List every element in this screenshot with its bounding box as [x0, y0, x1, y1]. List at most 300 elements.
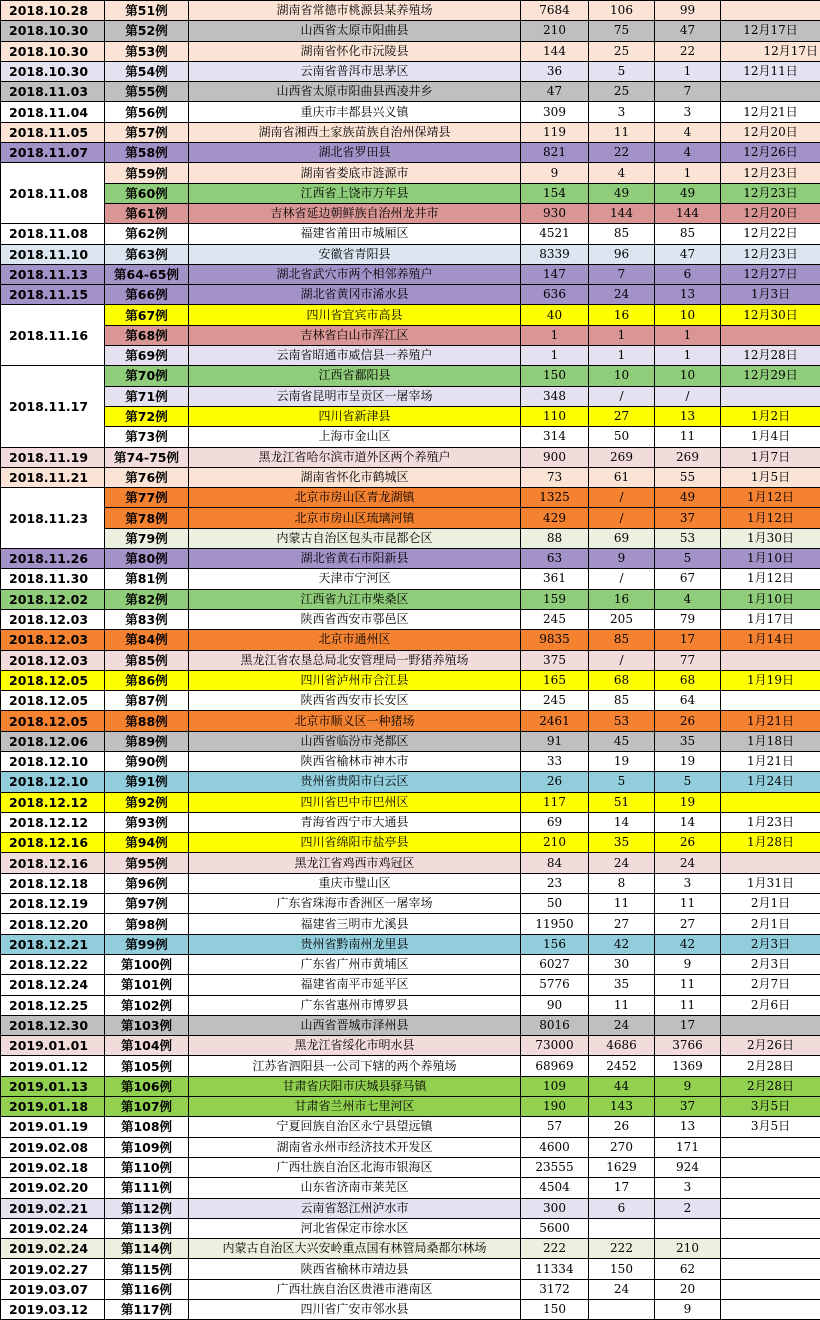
dead-cell: 26 [655, 833, 721, 853]
date-cell: 2018.12.22 [1, 954, 105, 974]
count-cell: 7684 [521, 1, 589, 21]
dead-cell: 1 [655, 61, 721, 81]
date-cell: 2018.12.30 [1, 1015, 105, 1035]
dead-cell: 3 [655, 1178, 721, 1198]
count-cell: 88 [521, 528, 589, 548]
dead-cell: 1 [655, 163, 721, 183]
infected-cell: 205 [589, 609, 655, 629]
date-cell: 2019.02.08 [1, 1137, 105, 1157]
case-number-cell: 第76例 [105, 467, 189, 487]
date-cell: 2018.12.24 [1, 975, 105, 995]
date-cell: 2019.02.24 [1, 1218, 105, 1238]
lift-date-cell: 1月24日 [721, 772, 820, 792]
count-cell: 69 [521, 812, 589, 832]
count-cell: 1 [521, 325, 589, 345]
lift-date-cell: 1月3日 [721, 285, 820, 305]
count-cell: 68969 [521, 1056, 589, 1076]
infected-cell: 44 [589, 1076, 655, 1096]
location-cell: 山西省临汾市尧都区 [189, 731, 521, 751]
table-row [1, 21, 820, 41]
lift-date-cell: 12月11日 [721, 61, 820, 81]
count-cell: 309 [521, 102, 589, 122]
table-row [1, 82, 820, 102]
case-number-cell: 第64-65例 [105, 264, 189, 284]
date-cell: 2019.02.21 [1, 1198, 105, 1218]
case-number-cell: 第66例 [105, 285, 189, 305]
dead-cell: 11 [655, 427, 721, 447]
case-number-cell: 第71例 [105, 386, 189, 406]
infected-cell: 5 [589, 61, 655, 81]
count-cell: 33 [521, 751, 589, 771]
infected-cell: 4 [589, 163, 655, 183]
case-number-cell: 第92例 [105, 792, 189, 812]
case-number-cell: 第85例 [105, 650, 189, 670]
count-cell: 429 [521, 508, 589, 528]
location-cell: 湖南省娄底市涟源市 [189, 163, 521, 183]
date-cell: 2018.11.08 [1, 224, 105, 244]
dead-cell: 19 [655, 792, 721, 812]
table-row [1, 650, 820, 670]
location-cell: 吉林省延边朝鲜族自治州龙井市 [189, 203, 521, 223]
location-cell: 湖北省罗田县 [189, 143, 521, 163]
case-number-cell: 第107例 [105, 1097, 189, 1117]
case-number-cell: 第54例 [105, 61, 189, 81]
table-row [1, 1178, 820, 1198]
location-cell: 贵州省黔南州龙里县 [189, 934, 521, 954]
dead-cell: 2 [655, 1198, 721, 1218]
case-number-cell: 第109例 [105, 1137, 189, 1157]
infected-cell: 75 [589, 21, 655, 41]
infected-cell: 22 [589, 143, 655, 163]
table-row [1, 751, 820, 771]
lift-date-cell: 2月1日 [721, 914, 820, 934]
date-cell: 2018.12.12 [1, 812, 105, 832]
table-row [1, 427, 820, 447]
lift-date-cell: 2月3日 [721, 934, 820, 954]
case-number-cell: 第82例 [105, 589, 189, 609]
dead-cell: 68 [655, 670, 721, 690]
count-cell: 2461 [521, 711, 589, 731]
date-cell: 2018.12.19 [1, 894, 105, 914]
table-row [1, 792, 820, 812]
lift-date-cell [721, 1178, 820, 1198]
location-cell: 北京市通州区 [189, 630, 521, 650]
location-cell: 甘肃省兰州市七里河区 [189, 1097, 521, 1117]
lift-date-cell [721, 792, 820, 812]
lift-date-cell [721, 1198, 820, 1218]
infected-cell: 24 [589, 1015, 655, 1035]
table-row [1, 1097, 820, 1117]
location-cell: 四川省泸州市合江县 [189, 670, 521, 690]
case-number-cell: 第110例 [105, 1157, 189, 1177]
case-number-cell: 第53例 [105, 41, 189, 61]
lift-date-cell [721, 853, 820, 873]
date-cell: 2018.11.21 [1, 467, 105, 487]
count-cell: 5600 [521, 1218, 589, 1238]
location-cell: 青海省西宁市大通县 [189, 812, 521, 832]
case-number-cell: 第73例 [105, 427, 189, 447]
dead-cell: 1369 [655, 1056, 721, 1076]
count-cell: 110 [521, 406, 589, 426]
location-cell: 广西壮族自治区贵港市港南区 [189, 1279, 521, 1299]
count-cell: 900 [521, 447, 589, 467]
dead-cell: 5 [655, 772, 721, 792]
case-number-cell: 第80例 [105, 549, 189, 569]
dead-cell: 210 [655, 1239, 721, 1259]
dead-cell: 6 [655, 264, 721, 284]
table-row [1, 569, 820, 589]
count-cell: 156 [521, 934, 589, 954]
infected-cell: 14 [589, 812, 655, 832]
lift-date-cell: 3月5日 [721, 1117, 820, 1137]
table-row [1, 366, 820, 386]
lift-date-cell [721, 325, 820, 345]
date-cell: 2018.12.21 [1, 934, 105, 954]
date-cell: 2018.12.20 [1, 914, 105, 934]
date-cell: 2018.12.18 [1, 873, 105, 893]
location-cell: 陕西省西安市长安区 [189, 691, 521, 711]
table-row [1, 203, 820, 223]
count-cell: 314 [521, 427, 589, 447]
location-cell: 湖南省常德市桃源县某养殖场 [189, 1, 521, 21]
case-number-cell: 第84例 [105, 630, 189, 650]
location-cell: 山西省太原市阳曲县 [189, 21, 521, 41]
table-row [1, 122, 820, 142]
dead-cell: 13 [655, 285, 721, 305]
case-number-cell: 第51例 [105, 1, 189, 21]
dead-cell: 3766 [655, 1036, 721, 1056]
count-cell: 57 [521, 1117, 589, 1137]
lift-date-cell: 1月31日 [721, 873, 820, 893]
date-cell: 2019.02.24 [1, 1239, 105, 1259]
dead-cell: 55 [655, 467, 721, 487]
lift-date-cell: 1月30日 [721, 528, 820, 548]
infected-cell: 85 [589, 691, 655, 711]
case-number-cell: 第52例 [105, 21, 189, 41]
date-cell: 2018.11.13 [1, 264, 105, 284]
location-cell: 山西省晋城市泽州县 [189, 1015, 521, 1035]
count-cell: 119 [521, 122, 589, 142]
lift-date-cell: 1月21日 [721, 751, 820, 771]
location-cell: 贵州省贵阳市白云区 [189, 772, 521, 792]
dead-cell: / [655, 386, 721, 406]
location-cell: 江西省九江市柴桑区 [189, 589, 521, 609]
location-cell: 江西省上饶市万年县 [189, 183, 521, 203]
table-row [1, 1015, 820, 1035]
case-number-cell: 第113例 [105, 1218, 189, 1238]
lift-date-cell: 12月17日 [721, 21, 820, 41]
lift-date-cell: 1月2日 [721, 406, 820, 426]
count-cell: 73 [521, 467, 589, 487]
table-row [1, 731, 820, 751]
dead-cell: 79 [655, 609, 721, 629]
dead-cell: 24 [655, 853, 721, 873]
date-cell: 2018.12.06 [1, 731, 105, 751]
table-row [1, 630, 820, 650]
lift-date-cell: 2月6日 [721, 995, 820, 1015]
count-cell: 361 [521, 569, 589, 589]
lift-date-cell: 1月12日 [721, 569, 820, 589]
lift-date-cell: 2月28日 [721, 1056, 820, 1076]
lift-date-cell: 1月12日 [721, 508, 820, 528]
location-cell: 内蒙古自治区包头市昆都仑区 [189, 528, 521, 548]
location-cell: 黑龙江省农垦总局北安管理局一野猪养殖场 [189, 650, 521, 670]
count-cell: 154 [521, 183, 589, 203]
date-cell: 2018.12.10 [1, 772, 105, 792]
lift-date-cell [721, 1, 820, 21]
count-cell: 348 [521, 386, 589, 406]
case-number-cell: 第59例 [105, 163, 189, 183]
lift-date-cell: 1月19日 [721, 670, 820, 690]
lift-date-cell [721, 1137, 820, 1157]
location-cell: 内蒙古自治区大兴安岭重点国有林管局桑都尔林场 [189, 1239, 521, 1259]
count-cell: 117 [521, 792, 589, 812]
dead-cell: 924 [655, 1157, 721, 1177]
case-number-cell: 第87例 [105, 691, 189, 711]
table-row [1, 995, 820, 1015]
dead-cell: 22 [655, 41, 721, 61]
dead-cell: 1 [655, 346, 721, 366]
infected-cell: 85 [589, 224, 655, 244]
case-number-cell: 第68例 [105, 325, 189, 345]
infected-cell: 1 [589, 325, 655, 345]
count-cell: 821 [521, 143, 589, 163]
infected-cell: 4686 [589, 1036, 655, 1056]
infected-cell: 144 [589, 203, 655, 223]
date-cell: 2018.11.30 [1, 569, 105, 589]
lift-date-cell [721, 1015, 820, 1035]
case-number-cell: 第58例 [105, 143, 189, 163]
case-number-cell: 第105例 [105, 1056, 189, 1076]
count-cell: 150 [521, 1300, 589, 1320]
dead-cell: 17 [655, 1015, 721, 1035]
infected-cell: 45 [589, 731, 655, 751]
dead-cell: 11 [655, 975, 721, 995]
location-cell: 云南省昆明市呈贡区一屠宰场 [189, 386, 521, 406]
date-cell: 2018.11.16 [1, 305, 105, 366]
lift-date-cell: 12月27日 [721, 264, 820, 284]
case-number-cell: 第86例 [105, 670, 189, 690]
lift-date-cell: 1月12日 [721, 488, 820, 508]
location-cell: 湖南省怀化市鹤城区 [189, 467, 521, 487]
count-cell: 375 [521, 650, 589, 670]
dead-cell: 37 [655, 1097, 721, 1117]
dead-cell: 85 [655, 224, 721, 244]
location-cell: 四川省广安市邻水县 [189, 1300, 521, 1320]
dead-cell [655, 1218, 721, 1238]
date-cell: 2019.01.18 [1, 1097, 105, 1117]
dead-cell: 7 [655, 82, 721, 102]
infected-cell: 11 [589, 894, 655, 914]
lift-date-cell: 12月21日 [721, 102, 820, 122]
lift-date-cell [721, 1157, 820, 1177]
dead-cell: 11 [655, 995, 721, 1015]
infected-cell: 270 [589, 1137, 655, 1157]
infected-cell: 35 [589, 975, 655, 995]
date-cell: 2018.12.03 [1, 609, 105, 629]
dead-cell: 11 [655, 894, 721, 914]
count-cell: 91 [521, 731, 589, 751]
date-cell: 2018.11.17 [1, 366, 105, 447]
count-cell: 222 [521, 1239, 589, 1259]
table-row [1, 670, 820, 690]
count-cell: 26 [521, 772, 589, 792]
lift-date-cell [721, 82, 820, 102]
case-number-cell: 第88例 [105, 711, 189, 731]
table-row [1, 41, 820, 61]
lift-date-cell: 1月5日 [721, 467, 820, 487]
location-cell: 云南省昭通市威信县一养殖户 [189, 346, 521, 366]
count-cell: 73000 [521, 1036, 589, 1056]
dead-cell: 10 [655, 305, 721, 325]
case-number-cell: 第67例 [105, 305, 189, 325]
date-cell: 2019.01.19 [1, 1117, 105, 1137]
lift-date-cell: 12月23日 [721, 163, 820, 183]
date-cell: 2018.12.25 [1, 995, 105, 1015]
infected-cell: 17 [589, 1178, 655, 1198]
date-cell: 2018.11.23 [1, 488, 105, 549]
location-cell: 江苏省泗阳县一公司下辖的两个养殖场 [189, 1056, 521, 1076]
infected-cell: 3 [589, 102, 655, 122]
date-cell: 2018.10.30 [1, 61, 105, 81]
infected-cell: / [589, 650, 655, 670]
case-number-cell: 第78例 [105, 508, 189, 528]
lift-date-cell: 12月22日 [721, 224, 820, 244]
count-cell: 150 [521, 366, 589, 386]
dead-cell: 9 [655, 954, 721, 974]
case-number-cell: 第95例 [105, 853, 189, 873]
dead-cell: 13 [655, 1117, 721, 1137]
infected-cell: 27 [589, 914, 655, 934]
case-number-cell: 第60例 [105, 183, 189, 203]
date-cell: 2018.11.15 [1, 285, 105, 305]
lift-date-cell: 12月30日 [721, 305, 820, 325]
infected-cell: / [589, 488, 655, 508]
date-cell: 2019.02.20 [1, 1178, 105, 1198]
table-row [1, 1137, 820, 1157]
table-row [1, 1076, 820, 1096]
case-number-cell: 第98例 [105, 914, 189, 934]
count-cell: 50 [521, 894, 589, 914]
count-cell: 109 [521, 1076, 589, 1096]
case-number-cell: 第100例 [105, 954, 189, 974]
location-cell: 河北省保定市徐水区 [189, 1218, 521, 1238]
lift-date-cell [721, 650, 820, 670]
case-number-cell: 第93例 [105, 812, 189, 832]
location-cell: 四川省宜宾市高县 [189, 305, 521, 325]
infected-cell: / [589, 569, 655, 589]
table-row [1, 1259, 820, 1279]
table-row [1, 589, 820, 609]
count-cell: 23555 [521, 1157, 589, 1177]
dead-cell: 171 [655, 1137, 721, 1157]
infected-cell: 24 [589, 853, 655, 873]
infected-cell: 9 [589, 549, 655, 569]
dead-cell: 5 [655, 549, 721, 569]
location-cell: 云南省普洱市思茅区 [189, 61, 521, 81]
date-cell: 2018.12.05 [1, 670, 105, 690]
dead-cell: 269 [655, 447, 721, 467]
lift-date-cell [721, 1239, 820, 1259]
table-row [1, 143, 820, 163]
lift-date-cell: 2月3日 [721, 954, 820, 974]
dead-cell: 64 [655, 691, 721, 711]
date-cell: 2019.02.18 [1, 1157, 105, 1177]
count-cell: 40 [521, 305, 589, 325]
lift-date-cell: 12月23日 [721, 244, 820, 264]
location-cell: 福建省南平市延平区 [189, 975, 521, 995]
case-number-cell: 第104例 [105, 1036, 189, 1056]
case-number-cell: 第61例 [105, 203, 189, 223]
lift-date-cell: 1月23日 [721, 812, 820, 832]
dead-cell: 13 [655, 406, 721, 426]
infected-cell: 11 [589, 995, 655, 1015]
infected-cell: 35 [589, 833, 655, 853]
case-number-cell: 第101例 [105, 975, 189, 995]
date-cell: 2018.11.05 [1, 122, 105, 142]
location-cell: 北京市房山区琉璃河镇 [189, 508, 521, 528]
date-cell: 2018.11.07 [1, 143, 105, 163]
infected-cell: 19 [589, 751, 655, 771]
lift-date-cell: 12月23日 [721, 183, 820, 203]
date-cell: 2018.12.16 [1, 833, 105, 853]
case-number-cell: 第116例 [105, 1279, 189, 1299]
location-cell: 福建省莆田市城厢区 [189, 224, 521, 244]
dead-cell: 62 [655, 1259, 721, 1279]
infected-cell: 10 [589, 366, 655, 386]
case-number-cell: 第62例 [105, 224, 189, 244]
table-row [1, 467, 820, 487]
infected-cell: 85 [589, 630, 655, 650]
table-row [1, 1, 820, 21]
case-number-cell: 第112例 [105, 1198, 189, 1218]
infected-cell: 96 [589, 244, 655, 264]
infected-cell: 16 [589, 589, 655, 609]
location-cell: 陕西省西安市鄠邑区 [189, 609, 521, 629]
lift-date-cell: 1月4日 [721, 427, 820, 447]
location-cell: 北京市顺义区一种猪场 [189, 711, 521, 731]
dead-cell: 27 [655, 914, 721, 934]
count-cell: 147 [521, 264, 589, 284]
count-cell: 9 [521, 163, 589, 183]
count-cell: 245 [521, 609, 589, 629]
table-body [1, 1, 820, 1320]
count-cell: 636 [521, 285, 589, 305]
date-cell: 2019.02.27 [1, 1259, 105, 1279]
case-number-cell: 第103例 [105, 1015, 189, 1035]
location-cell: 重庆市丰都县兴义镇 [189, 102, 521, 122]
count-cell: 300 [521, 1198, 589, 1218]
location-cell: 陕西省榆林市靖边县 [189, 1259, 521, 1279]
location-cell: 黑龙江省鸡西市鸡冠区 [189, 853, 521, 873]
count-cell: 159 [521, 589, 589, 609]
lift-date-cell: 12月26日 [721, 143, 820, 163]
lift-date-cell [721, 1300, 820, 1320]
infected-cell: 24 [589, 285, 655, 305]
infected-cell: 30 [589, 954, 655, 974]
infected-cell: 26 [589, 1117, 655, 1137]
table-row [1, 1218, 820, 1238]
table-row [1, 447, 820, 467]
count-cell: 23 [521, 873, 589, 893]
case-number-cell: 第114例 [105, 1239, 189, 1259]
lift-date-cell: 12月20日 [721, 203, 820, 223]
infected-cell: 42 [589, 934, 655, 954]
date-cell: 2018.12.02 [1, 589, 105, 609]
table-row [1, 711, 820, 731]
infected-cell: 51 [589, 792, 655, 812]
case-number-cell: 第106例 [105, 1076, 189, 1096]
